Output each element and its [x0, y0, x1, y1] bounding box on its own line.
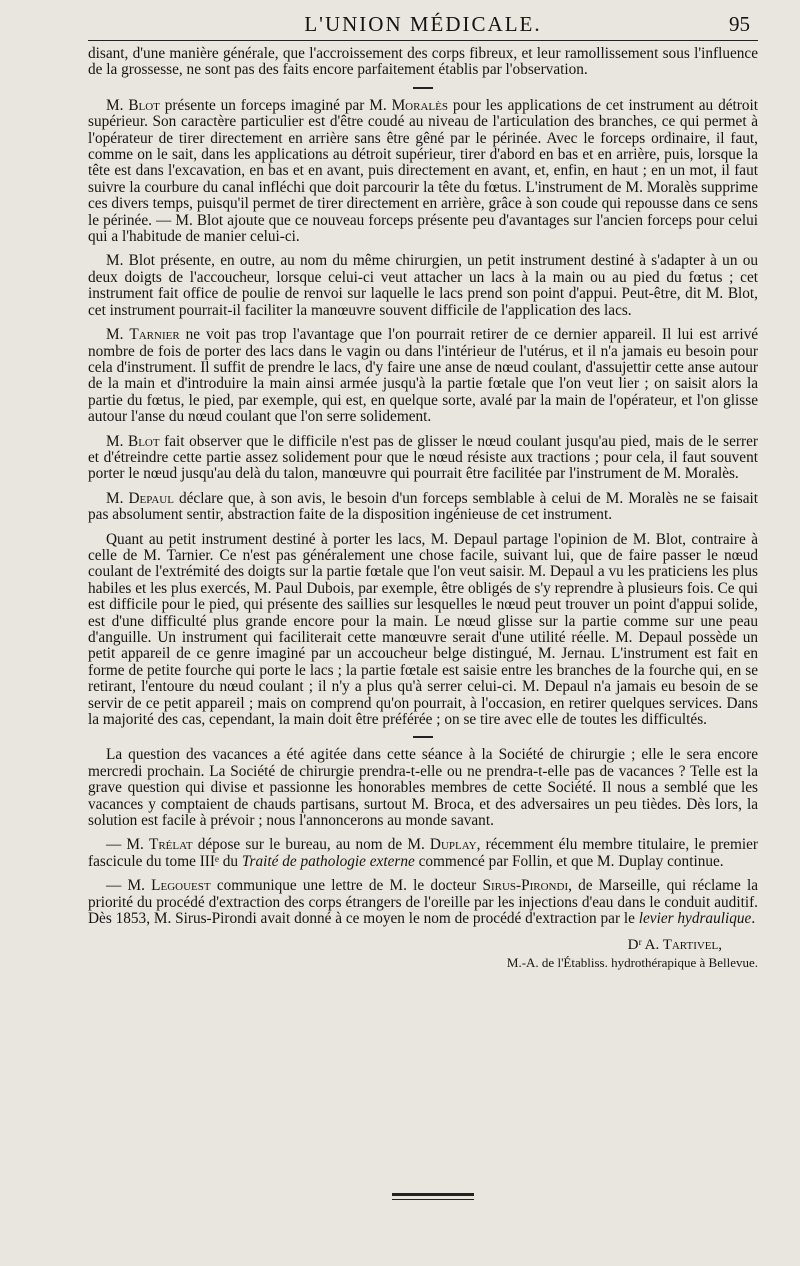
paragraph-depaul: M. Depaul déclare que, à son avis, le besoin d'un forceps semblable à celui de M. Moralès ne se faisait pas absolument sentir, abstraction faite de la disposition ingénieuse de cet instrument. [88, 489, 758, 524]
speaker-name: Blot [128, 96, 160, 114]
book-title: Traité de pathologie externe [241, 852, 415, 870]
paragraph-legouest: — M. Legouest communique une lettre de M. le docteur Sirus-Pirondi, de Marseille, qui réclame la priorité du procédé d'extraction des corps étrangers de l'oreille par les injections d'eau dans le conduit auditif. Dès 1853, M. Sirus-Pirondi avait donné à ce moyen le nom de procédé d'extraction par le levier hydraulique. [88, 877, 758, 928]
speaker-name: Blot [128, 432, 160, 450]
person-name: Moralès [391, 96, 448, 114]
section-separator [413, 736, 433, 738]
header-rule [88, 40, 758, 41]
paragraph-tarnier: M. Tarnier ne voit pas trop l'avantage que l'on pourrait retirer de ce dernier appareil. Il lui est arrivé nombre de fois de porter des lacs dans le vagin ou dans l'intérieur de l'utérus, et il n'a jamais eu besoin pour cela d'instrument. Il suffit de prendre le lacs, d'y faire une anse de nœud coulant, d'assujettir cette anse autour de la main et d'introduire la main ainsi armée jusqu'à la partie fœtale que l'on veut lier ; on saisit alors la partie du fœtus, le pied, par exemple, qui est, en quelque sorte, avalé par la main de l'opérateur, et l'on glisse autour l'anse du nœud coulant que l'on serre solidement. [88, 326, 759, 426]
paragraph-depaul-lacs: Quant au petit instrument destiné à porter les lacs, M. Depaul partage l'opinion de M. Blot, contraire à celle de M. Tarnier. Ce n'est pas généralement une chose facile, suivant lui, que de faire passer le nœud coulant de l'extrémité des doigts sur la partie fœtale que l'on veut saisir. M. Depaul a vu les praticiens les plus habiles et les plus exercés, M. Paul Dubois, par exemple, être obligés de s'y reprendre à plusieurs fois. Ce qui est difficile pour le pied, qui présente des saillies sur lesquelles le nœud peut trouver un point d'appui solide, est d'une difficulté plus grande encore pour la main. Le nœud glisse sur la partie comme sur une peau d'anguille. Un instrument qui faciliterait cette manœuvre serait d'une utilité réelle. M. Depaul possède un petit appareil de ce genre imaginé par un accoucheur belge distingué, M. Jernau. L'instrument est fait en forme de petite fourche qui porte le lacs ; la partie fœtale est saisie entre les branches de la fourche qui, en se retirant, l'entoure du nœud coulant ; il n'y a plus qu'à serrer celui-ci. M. Depaul n'a jamais eu besoin de se servir de ce petit appareil ; mais on comprend qu'on pourrait, à l'occasion, en retirer quelques services. Dans la majorité des cas, cependant, la main doit être préférée ; on se tire avec elle de toutes les difficultés. [88, 530, 758, 729]
paragraph-blot-reply: M. Blot fait observer que le difficile n'est pas de glisser le nœud coulant jusqu'au pied, mais de le serrer et d'étreindre cette partie assez solidement pour que le nœud résiste aux tractions ; pour cela, il faut souvent porter le nœud jusqu'au delà du talon, manœuvre qui pourrait être facilitée par l'instrument de M. Moralès. [88, 432, 758, 483]
author-affiliation: M.-A. de l'Établiss. hydrothérapique à Bellevue. [506, 954, 758, 970]
paragraph-blot-forceps: M. Blot présente un forceps imaginé par M. Moralès pour les applications de cet instrument au détroit supérieur. Son caractère particulier est d'être coudé au niveau de l'articulation des branches, ce qui permet à l'opérateur de tirer directement en arrière sans être gêné par le périnée. Avec le forceps ordinaire, il faut, comme on le sait, dans les applications au détroit supérieur, tirer d'abord en bas et en arrière, puis, lorsque la tête est dans l'excavation, en bas et en avant, puis directement en avant, et, enfin, en haut ; en un mot, il faut suivre la courbure du canal infléchi que doit parcourir la tête du fœtus. L'instrument de M. Moralès supprime ces divers temps, puisqu'il permet de tirer directement en arrière, grâce à son coude qui repousse dans ce sens le périnée. — M. Blot ajoute que ce nouveau forceps présente peu d'avantages sur l'ancien forceps pour celui qui a l'habitude de manier celui-ci. [88, 96, 759, 246]
running-title: L'UNION MÉDICALE. [304, 12, 542, 36]
signature-block [88, 936, 758, 972]
person-name: Duplay [429, 836, 477, 854]
page-header [88, 6, 758, 40]
speaker-name: Legouest [151, 877, 211, 895]
end-rule-thin [392, 1199, 474, 1200]
paragraph-trelat: — M. Trélat dépose sur le bureau, au nom de M. Duplay, récemment élu membre titulaire, le premier fascicule du tome IIIᵉ du Traité de pathologie externe commencé par Follin, et que M. Duplay continue. [88, 836, 759, 870]
person-name: Sirus-Pirondi [482, 877, 569, 895]
speaker-name: Depaul [128, 489, 174, 507]
paragraph-continuation: disant, d'une manière générale, que l'accroissement des corps fibreux, et leur ramollissement sous l'influence de la grossesse, ne sont pas des faits encore parfaitement établis par l'observation. [88, 45, 758, 79]
procedure-name: levier hydraulique [638, 910, 752, 928]
paragraph-blot-instrument: M. Blot présente, en outre, au nom du même chirurgien, un petit instrument destiné à s'adapter à un ou deux doigts de l'accoucheur, lorsque celui-ci veut attacher un lacs à la main ou au pied du fœtus ; cet instrument fait office de poulie de renvoi sur laquelle le lacs prend son point d'appui. Peut-être, dit M. Blot, cet instrument pourrait-il faciliter la manœuvre souvent difficile de l'application des lacs. [88, 252, 758, 319]
section-separator [413, 87, 433, 89]
speaker-name: Trélat [149, 836, 193, 854]
paragraph-vacances: La question des vacances a été agitée dans cette séance à la Société de chirurgie ; elle le sera encore mercredi prochain. La Société de chirurgie prendra-t-elle ou ne prendra-t-elle pas de vacances ? Telle est la grave question qui divise et passionne les honorables membres de cette Société. Il nous a semblé que les vacances y comptaient de chauds partisans, surtout M. Broca, et des adversaires un peu tièdes. Dès lors, la solution est facile à prévoir ; nous l'annoncerons au monde savant. [88, 746, 758, 830]
speaker-name: Tarnier [129, 326, 180, 344]
end-rule [392, 1193, 474, 1196]
page-number: 95 [729, 12, 750, 36]
article-body [88, 46, 758, 972]
author-signature: Dʳ A. Tartivel, [627, 936, 722, 953]
